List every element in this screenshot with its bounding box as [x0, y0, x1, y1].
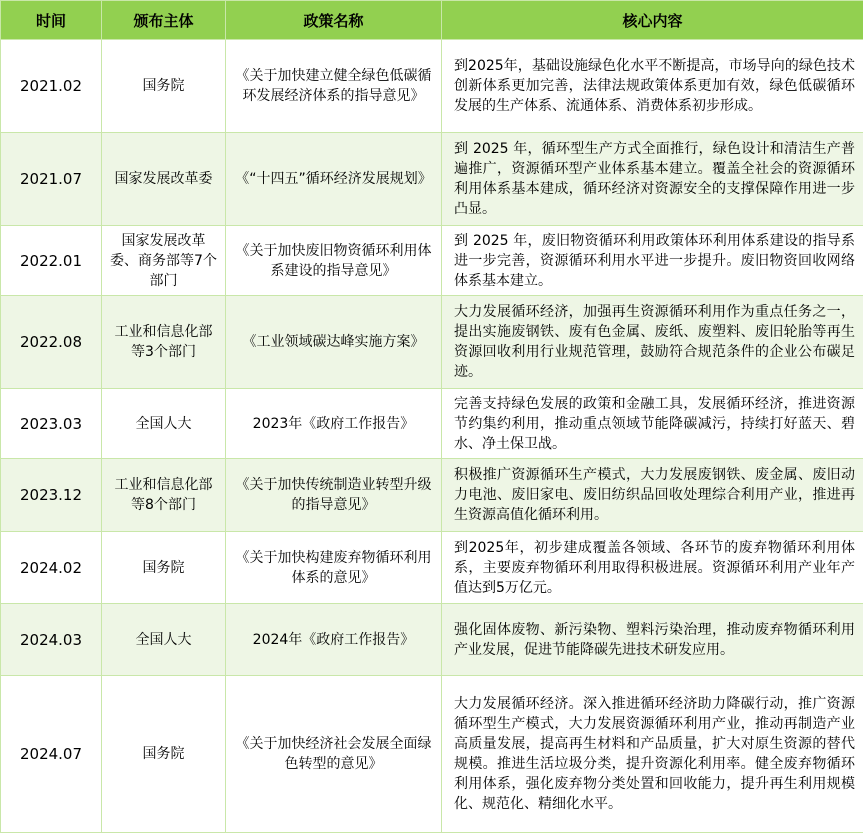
table-row: [1, 133, 863, 226]
cell-date: 2021.02: [1, 40, 102, 133]
cell-date: 2022.01: [1, 226, 102, 296]
cell-content: 到 2025 年，循环型生产方式全面推行，绿色设计和清洁生产普遍推广，资源循环型产业体系基本建立。覆盖全社会的资源循环利用体系基本建成，循环经济对资源安全的支撑保障作用进一步凸显。: [442, 133, 863, 226]
cell-policy: 2023年《政府工作报告》: [226, 389, 442, 459]
cell-policy: 《关于加快废旧物资循环利用体系建设的指导意见》: [226, 226, 442, 296]
cell-content: 到 2025 年，废旧物资循环利用政策体环利用体系建设的指导系进一步完善，资源循环利用水平进一步提升。废旧物资回收网络体系基本建立。: [442, 226, 863, 296]
table-row: [1, 604, 863, 676]
header-issuer: 颁布主体: [102, 1, 226, 40]
table-row: [1, 676, 863, 833]
table-row: [1, 459, 863, 532]
cell-issuer: 全国人大: [102, 389, 226, 459]
cell-policy: 《关于加快经济社会发展全面绿色转型的意见》: [226, 676, 442, 833]
table-row: [1, 389, 863, 459]
cell-date: 2023.12: [1, 459, 102, 532]
cell-issuer: 工业和信息化部等3个部门: [102, 296, 226, 389]
header-content: 核心内容: [442, 1, 863, 40]
cell-policy: 《关于加快构建废弃物循环利用体系的意见》: [226, 532, 442, 604]
cell-issuer: 国家发展改革委、商务部等7个部门: [102, 226, 226, 296]
cell-date: 2024.03: [1, 604, 102, 676]
cell-policy: 《关于加快建立健全绿色低碳循环发展经济体系的指导意见》: [226, 40, 442, 133]
cell-issuer: 工业和信息化部等8个部门: [102, 459, 226, 532]
cell-content: 到2025年，初步建成覆盖各领域、各环节的废弃物循环利用体系，主要废弃物循环利用取得积极进展。资源循环利用产业年产值达到5万亿元。: [442, 532, 863, 604]
cell-policy: 《工业领域碳达峰实施方案》: [226, 296, 442, 389]
cell-content: 到2025年，基础设施绿色化水平不断提高，市场导向的绿色技术创新体系更加完善，法律法规政策体系更加有效，绿色低碳循环发展的生产体系、流通体系、消费体系初步形成。: [442, 40, 863, 133]
cell-policy: 《关于加快传统制造业转型升级的指导意见》: [226, 459, 442, 532]
header-row: [1, 1, 863, 40]
cell-content: 完善支持绿色发展的政策和金融工具，发展循环经济，推进资源节约集约利用，推动重点领域节能降碳减污，持续打好蓝天、碧水、净土保卫战。: [442, 389, 863, 459]
cell-issuer: 国务院: [102, 676, 226, 833]
cell-content: 积极推广资源循环生产模式，大力发展废钢铁、废金属、废旧动力电池、废旧家电、废旧纺织品回收处理综合利用产业，推进再生资源高值化循环利用。: [442, 459, 863, 532]
cell-content: 大力发展循环经济，加强再生资源循环利用作为重点任务之一，提出实施废钢铁、废有色金属、废纸、废塑料、废旧轮胎等再生资源回收利用行业规范管理，鼓励符合规范条件的企业公布碳足迹。: [442, 296, 863, 389]
cell-date: 2021.07: [1, 133, 102, 226]
cell-issuer: 全国人大: [102, 604, 226, 676]
table-row: [1, 40, 863, 133]
table-row: [1, 532, 863, 604]
cell-date: 2022.08: [1, 296, 102, 389]
table-row: [1, 226, 863, 296]
cell-date: 2024.02: [1, 532, 102, 604]
cell-issuer: 国务院: [102, 532, 226, 604]
header-date: 时间: [1, 1, 102, 40]
cell-policy: 《“十四五”循环经济发展规划》: [226, 133, 442, 226]
header-policy: 政策名称: [226, 1, 442, 40]
cell-issuer: 国家发展改革委: [102, 133, 226, 226]
cell-date: 2024.07: [1, 676, 102, 833]
cell-content: 强化固体废物、新污染物、塑料污染治理，推动废弃物循环利用产业发展，促进节能降碳先进技术研发应用。: [442, 604, 863, 676]
cell-issuer: 国务院: [102, 40, 226, 133]
table-row: [1, 296, 863, 389]
cell-content: 大力发展循环经济。深入推进循环经济助力降碳行动，推广资源循环型生产模式，大力发展资源循环利用产业，推动再制造产业高质量发展，提高再生材料和产品质量，扩大对原生资源的替代规模。推进生活垃圾分类，提升资源化利用率。健全废弃物循环利用体系，强化废弃物分类处置和回收能力，提升再生利用规模化、规范化、精细化水平。: [442, 676, 863, 833]
cell-policy: 2024年《政府工作报告》: [226, 604, 442, 676]
cell-date: 2023.03: [1, 389, 102, 459]
